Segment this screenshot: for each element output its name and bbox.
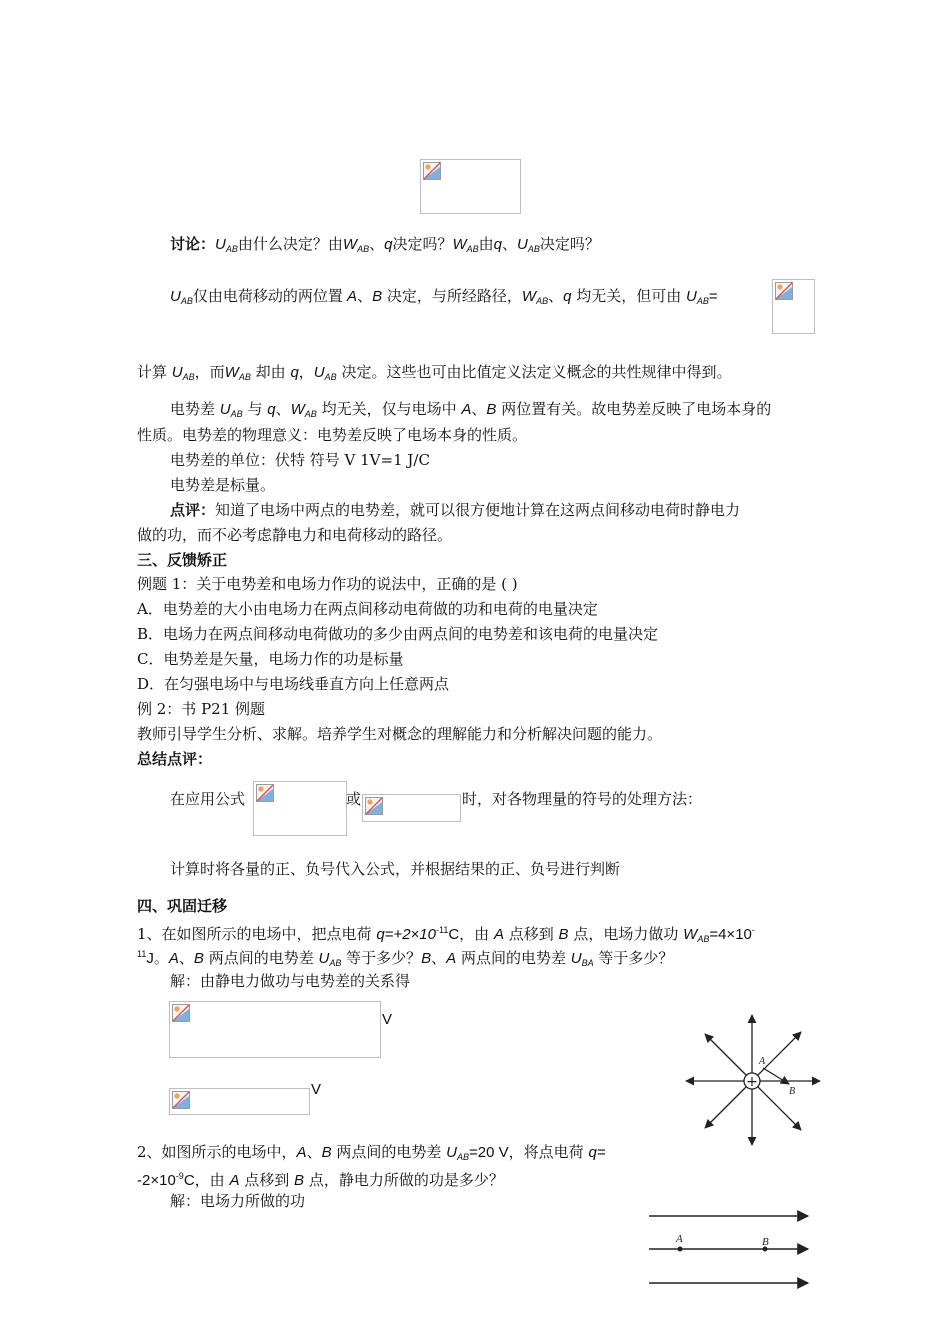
summary-formula-image-2 [362,794,461,822]
broken-image-icon [172,1004,190,1022]
broken-image-icon [423,162,441,180]
formula-image-placeholder [420,159,521,214]
problem-1-formula-image-2 [169,1088,310,1115]
discussion-line: 讨论：$U_{AB}$由什么决定？由$W_{AB}$、q决定吗？$W_{AB}$由q、$U_{AB}$决定吗？ [170,235,600,254]
problem-1-formula-image-1 [169,1001,381,1058]
scalar-line: 电势差是标量。 [170,476,276,494]
summary-or: 或 [346,790,362,808]
section-4-heading: 四、巩固迁移 [137,897,228,915]
uab-formula-image [772,279,815,334]
problem-2-solution: 解：电场力所做的功 [170,1192,306,1210]
potential-diff-line-1: 电势差 $U_{AB}$ 与 q、$W_{AB}$ 均无关，仅与电场中 A、B 两位置有关。故电势差反映了电场本身的 [170,400,772,419]
broken-image-icon [256,784,274,802]
summary-formula-tail: 时，对各物理量的符号的处理方法： [462,790,703,808]
charge-sign: + [746,1074,758,1090]
example-1-option-d: D．在匀强电场中与电场线垂直方向上任意两点 [137,675,450,693]
broken-image-icon [172,1091,190,1109]
point-b-label: B [789,1086,796,1097]
point-a-label: A [676,1233,683,1245]
problem-2-line-1: 2、如图所示的电场中，A、B 两点间的电势差 $U_{AB}=20$ V，将点电荷 q= [137,1143,606,1162]
summary-formula-image-1 [253,781,347,836]
example-1-option-a: A．电势差的大小由电场力在两点间移动电荷做的功和电荷的电量决定 [137,600,598,618]
field-line-nw [705,1034,746,1075]
discussion-label: 讨论： [170,235,216,253]
section-3-heading: 三、反馈矫正 [137,551,228,569]
uab-calculation-line: 计算 $U_{AB}$，而$W_{AB}$ 却由 q，$U_{AB}$ 决定。这些也可由比值定义法定义概念的共性规律中得到。 [137,363,732,382]
unit-line: 电势差的单位：伏特 符号 V 1V=1 J/C [170,451,430,469]
problem-1-unit-1: V [382,1011,393,1028]
point-a-label: A [759,1056,766,1067]
comment-line-1: 点评：知道了电场中两点的电势差，就可以很方便地计算在这两点间移动电荷时静电力 [170,501,741,519]
uab-determination-line: $U_{AB}$仅由电荷移动的两位置 A、B 决定，与所经路径，$W_{AB}$、q 均无关，但可由 $U_{AB}=$ [170,287,718,306]
summary-rule: 计算时将各量的正、负号代入公式，并根据结果的正、负号进行判断 [170,860,621,878]
example-1-option-b: B．电场力在两点间移动电荷做功的多少由两点间的电势差和该电荷的电量决定 [137,625,659,643]
comment-line-2: 做的功，而不必考虑静电力和电荷移动的路径。 [137,526,453,544]
uniform-field-figure [645,1204,815,1294]
problem-1-unit-2: V [311,1081,322,1098]
summary-label: 总结点评： [137,750,213,768]
summary-formula-text: 在应用公式 [170,790,246,808]
teacher-guidance-line: 教师引导学生分析、求解。培养学生对概念的理解能力和分析解决问题的能力。 [137,725,663,743]
comment-label: 点评： [170,501,216,519]
example-1-stem: 例题 1：关于电势差和电场力作功的说法中，正确的是 ( ) [137,575,518,593]
point-b-label: B [762,1236,769,1248]
problem-1-line-2: $^{11}$J。A、B 两点间的电势差 $U_{AB}$ 等于多少？B、A 两点间的电势差 $U_{BA}$ 等于多少？ [137,949,674,968]
example-1-option-c: C．电势差是矢量，电场力作的功是标量 [137,650,404,668]
problem-2-line-2: $-2\times 10^{-9}C$，由 A 点移到 B 点，静电力所做的功是多少？ [137,1171,504,1189]
broken-image-icon [775,282,793,300]
radial-field-figure [683,1012,823,1148]
problem-1-line-1: 1、在如图所示的电场中，把点电荷 $q=+2\times 10^{-11}C$，由 A 点移到 B 点，电场力做功 $W_{AB}=4\times 10^-$ [137,925,755,944]
potential-diff-line-2: 性质。电势差的物理意义：电势差反映了电场本身的性质。 [137,426,528,444]
problem-1-solution: 解：由静电力做功与电势差的关系得 [170,972,411,990]
example-2-line: 例 2：书 P21 例题 [137,700,266,718]
broken-image-icon [365,797,383,815]
field-line-sw [705,1087,746,1128]
point-a [678,1247,683,1252]
